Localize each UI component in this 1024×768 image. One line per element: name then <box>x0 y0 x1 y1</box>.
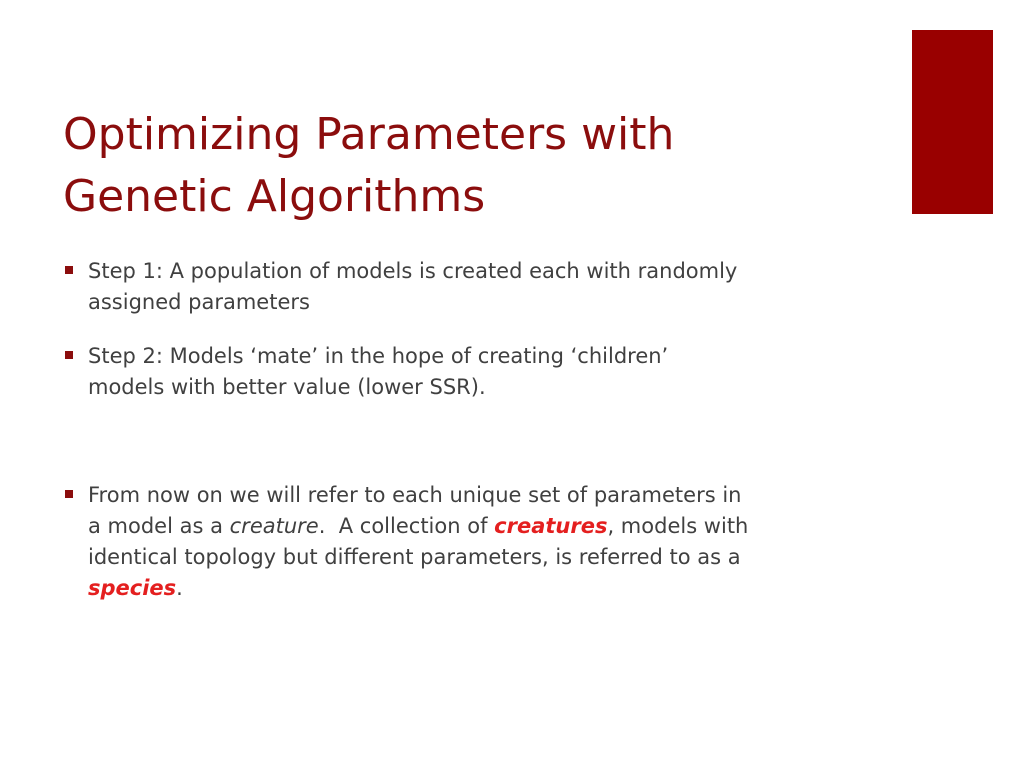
term-species-highlight: species <box>88 576 177 600</box>
square-bullet-icon <box>65 490 73 498</box>
text-run: . A collection of <box>318 514 495 538</box>
term-creatures-highlight: creatures <box>494 514 608 538</box>
bullet-item-step-2 <box>62 341 882 403</box>
bullet-text <box>88 341 882 403</box>
text-run: a model as a <box>88 514 230 538</box>
term-creature-italic: creature <box>229 514 319 538</box>
bullet-item-creature-definition <box>62 480 882 604</box>
bullet-item-step-1 <box>62 256 882 318</box>
bullet-text-line <box>88 573 882 604</box>
slide-title-line-1: Optimizing Parameters with <box>63 109 675 160</box>
bullet-text-line: Step 1: A population of models is created each with randomly <box>88 259 738 283</box>
bullet-text-line: Step 2: Models ‘mate’ in the hope of creating ‘children’ <box>88 344 669 368</box>
bullet-text-line: identical topology but different parameters, is referred to as a <box>88 545 741 569</box>
accent-block <box>912 30 993 214</box>
square-bullet-icon <box>65 266 73 274</box>
slide-title-line-2: Genetic Algorithms <box>63 171 486 222</box>
bullet-text-line: assigned parameters <box>88 290 310 314</box>
text-run: , models with <box>607 514 749 538</box>
bullet-text-line: From now on we will refer to each unique set of parameters in <box>88 483 742 507</box>
text-run: . <box>176 576 183 600</box>
bullet-text-line <box>88 511 882 542</box>
bullet-text <box>88 480 882 604</box>
square-bullet-icon <box>65 351 73 359</box>
bullet-text-line: models with better value (lower SSR). <box>88 375 486 399</box>
slide-title <box>63 104 863 228</box>
bullet-text <box>88 256 882 318</box>
